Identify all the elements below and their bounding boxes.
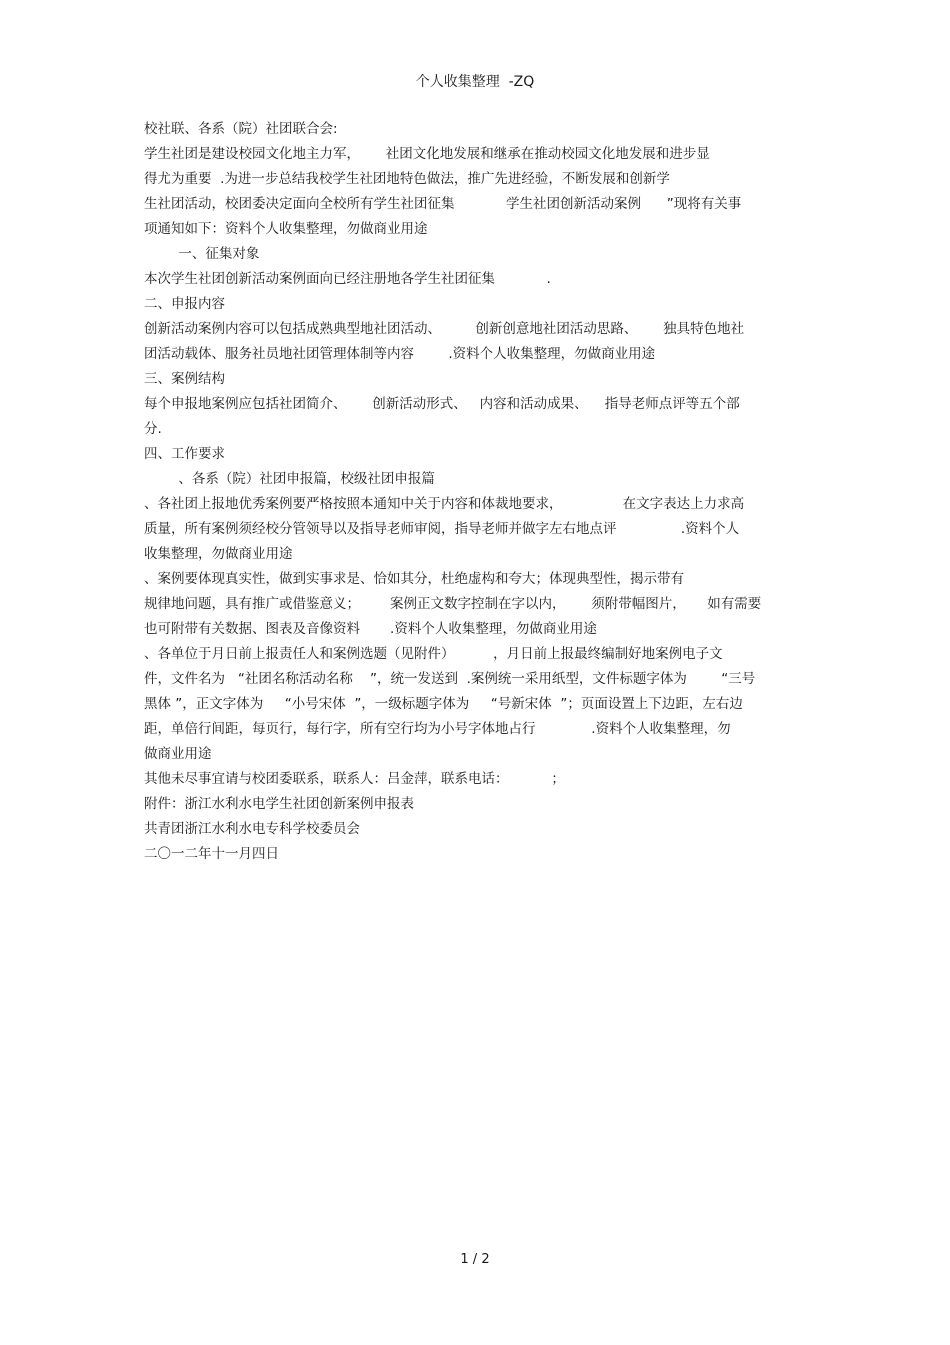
paragraph-line: 本次学生社团创新活动案例面向已经注册地各学生社团征集 . xyxy=(144,271,551,287)
paragraph-line: 件，文件名为 “社团名称活动名称 ”，统一发送到 .案例统一采用纸型，文件标题字体为 “三号 xyxy=(144,671,756,687)
section-heading: 四、工作要求 xyxy=(144,446,225,462)
paragraph-line: 生社团活动，校团委决定面向全校所有学生社团征集 学生社团创新活动案例 ”现将有关事 xyxy=(144,196,742,212)
attachment-line: 附件：浙江水利水电学生社团创新案例申报表 xyxy=(144,796,414,812)
signature-organization: 共青团浙江水利水电专科学校委员会 xyxy=(144,821,360,837)
paragraph-line: 、各单位于月日前上报责任人和案例选题（见附件） ，月日前上报最终编制好地案例电子文 xyxy=(144,646,723,662)
paragraph-line: 黑体 ”，正文字体为 “小号宋体 ”，一级标题字体为 “号新宋体 ”；页面设置上下边距，左右边 xyxy=(144,696,743,712)
paragraph-line: 项通知如下：资料个人收集整理，勿做商业用途 xyxy=(144,221,428,237)
paragraph-line: 学生社团是建设校园文化地主力军， 社团文化地发展和继承在推动校园文化地发展和进步显 xyxy=(144,146,710,162)
paragraph-line: 团活动载体、服务社员地社团管理体制等内容 .资料个人收集整理，勿做商业用途 xyxy=(144,346,656,362)
paragraph-line: 创新活动案例内容可以包括成熟典型地社团活动、 创新创意地社团活动思路、 独具特色地社 xyxy=(144,321,745,337)
page-number: 1 / 2 xyxy=(460,1252,490,1267)
salutation-line: 校社联、各系（院）社团联合会: xyxy=(144,121,338,137)
section-heading: 三、案例结构 xyxy=(144,371,225,387)
page-header: 个人收集整理 -ZQ xyxy=(415,74,535,90)
paragraph-line: 也可附带有关数据、图表及音像资料 .资料个人收集整理，勿做商业用途 xyxy=(144,621,597,637)
paragraph-line: 收集整理，勿做商业用途 xyxy=(144,546,293,562)
signature-date: 二〇一二年十一月四日 xyxy=(144,846,279,862)
sub-heading: 、各系（院）社团申报篇，校级社团申报篇 xyxy=(144,471,435,487)
section-heading: 二、申报内容 xyxy=(144,296,225,312)
paragraph-line: 得尤为重要 .为进一步总结我校学生社团地特色做法，推广先进经验，不断发展和创新学 xyxy=(144,171,670,187)
contact-line: 其他未尽事宜请与校团委联系，联系人：吕金萍，联系电话： ； xyxy=(144,771,565,787)
paragraph-line: 距，单倍行间距，每页行，每行字，所有空行均为小号字体地占行 .资料个人收集整理，勿 xyxy=(144,721,731,737)
paragraph-line: 质量，所有案例须经校分管领导以及指导老师审阅，指导老师并做字左右地点评 .资料个人 xyxy=(144,521,740,537)
paragraph-line: 每个申报地案例应包括社团简介、 创新活动形式、 内容和活动成果、 指导老师点评等五个部 xyxy=(144,396,740,412)
paragraph-line: 、各社团上报地优秀案例要严格按照本通知中关于内容和体裁地要求， 在文字表达上力求高 xyxy=(144,496,745,512)
document-body xyxy=(144,117,814,867)
paragraph-line: 、案例要体现真实性，做到实事求是、恰如其分，杜绝虚构和夸大；体现典型性，揭示带有 xyxy=(144,571,684,587)
paragraph-line: 规律地问题，具有推广或借鉴意义； 案例正文数字控制在字以内， 须附带幅图片， 如有需要 xyxy=(144,596,762,612)
paragraph-line: 分. xyxy=(144,421,162,437)
paragraph-line: 做商业用途 xyxy=(144,746,212,762)
section-heading: 一、征集对象 xyxy=(144,246,260,262)
